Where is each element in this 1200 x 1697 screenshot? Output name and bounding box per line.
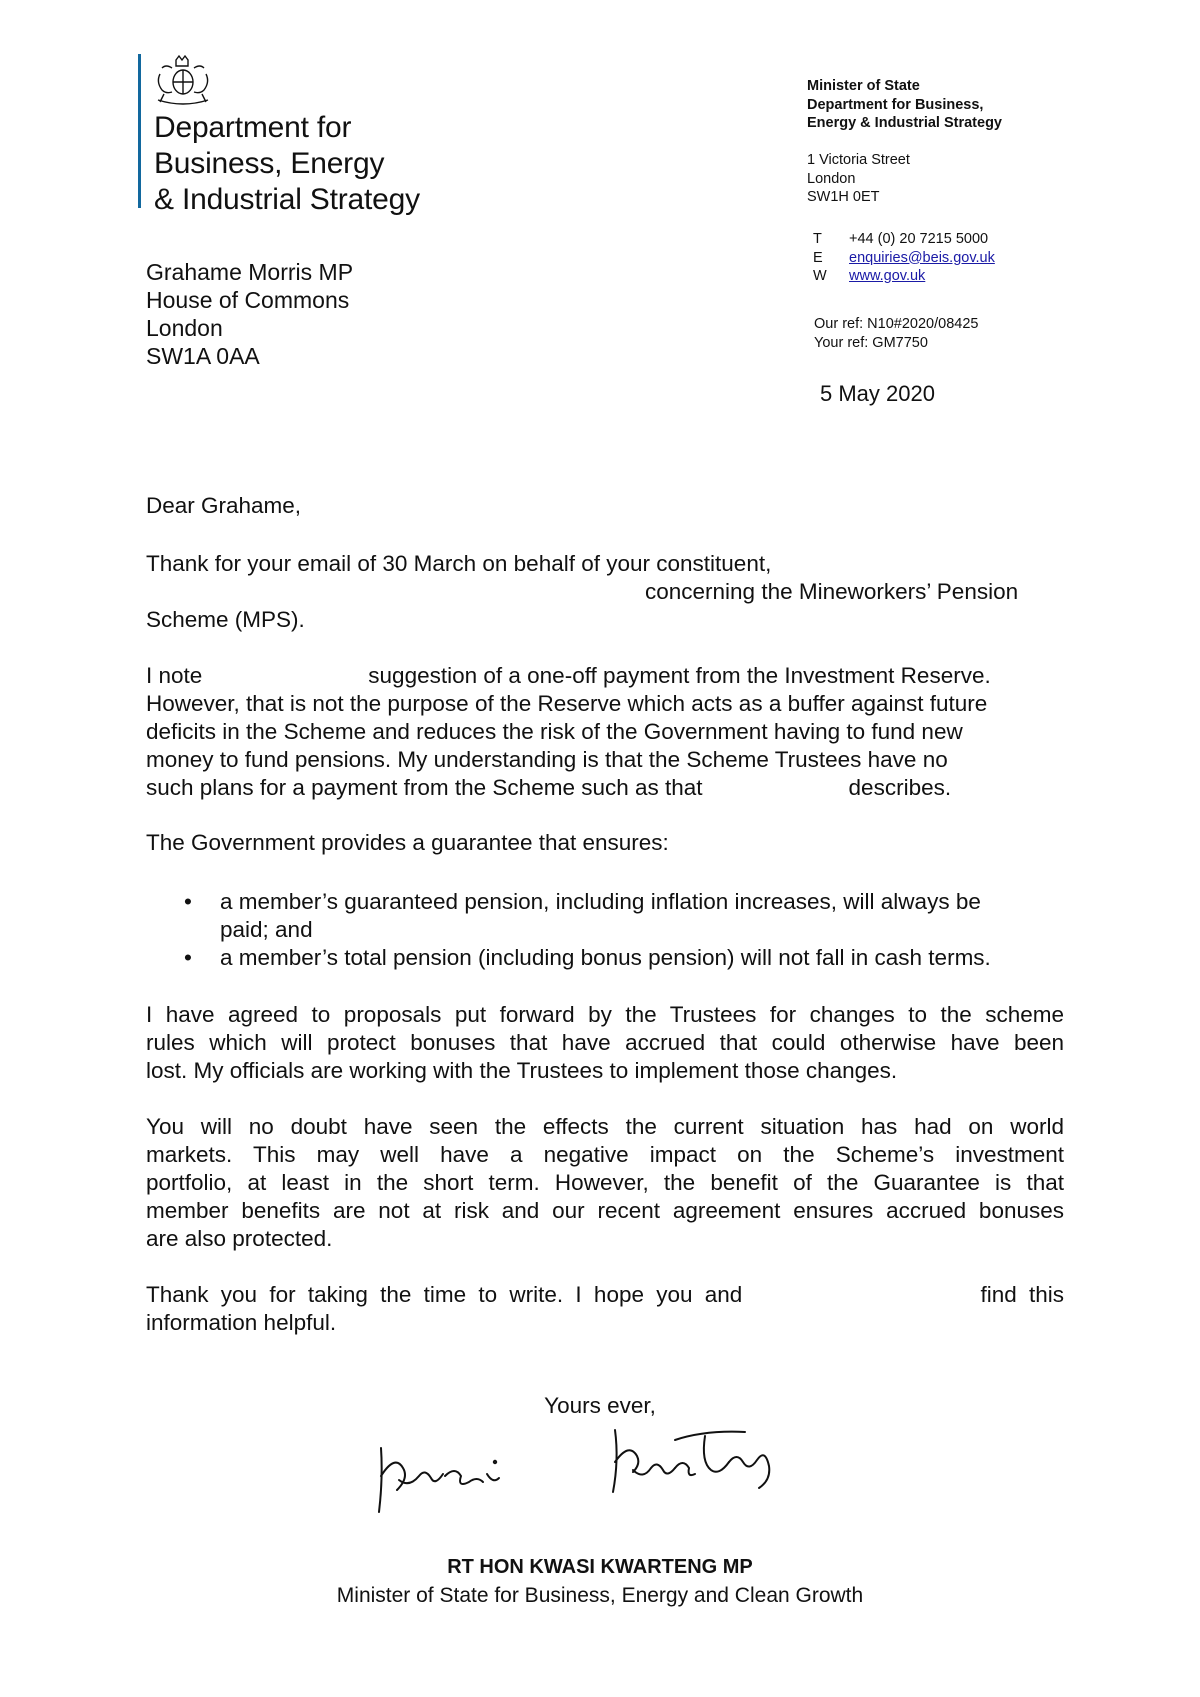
- p6-end: find this: [980, 1282, 1064, 1307]
- dept-line: Business, Energy: [154, 147, 385, 180]
- sender-line: Energy & Industrial Strategy: [807, 115, 1002, 131]
- paragraph-4: [146, 1001, 1064, 1085]
- p6-line: information helpful.: [146, 1310, 337, 1335]
- signatory-name: RT HON KWASI KWARTENG MP: [447, 1556, 753, 1578]
- phone-number: +44 (0) 20 7215 5000: [849, 231, 989, 247]
- sender-line: Department for Business,: [807, 96, 984, 113]
- contact-phone: [813, 230, 995, 249]
- address-line: London: [807, 170, 856, 187]
- closing: Yours ever,: [544, 1393, 656, 1418]
- p2-line: However, that is not the purpose of the Reserve which acts as a buffer against future: [146, 691, 988, 716]
- p2-end: describes.: [848, 775, 952, 800]
- p2-start: I note: [146, 663, 203, 688]
- p6-start: Thank you for taking the time to write. I hope you and: [146, 1282, 743, 1307]
- p5-line: markets. This may well have a negative impact on the Scheme’s investment: [146, 1142, 1064, 1167]
- our-ref: Our ref: N10#2020/08425: [814, 316, 979, 332]
- address-line: 1 Victoria Street: [807, 152, 910, 168]
- list-item: [146, 888, 1064, 944]
- p1-line: Thank for your email of 30 March on behalf of your constituent,: [146, 551, 772, 576]
- handwritten-signature: [375, 1418, 835, 1518]
- p4-line: I have agreed to proposals put forward by the Trustees for changes to the scheme: [146, 1002, 1064, 1027]
- letter-date: 5 May 2020: [820, 381, 935, 406]
- bullet-line: a member’s guaranteed pension, including inflation increases, will always be: [220, 889, 981, 914]
- p2-end-start: such plans for a payment from the Scheme such as that: [146, 775, 703, 800]
- p2-line: [146, 662, 1064, 690]
- p2-line: deficits in the Scheme and reduces the risk of the Government having to fund new: [146, 719, 963, 744]
- p1-line: concerning the Mineworkers’ Pension: [645, 579, 1019, 604]
- references: [814, 315, 978, 352]
- recipient-line: London: [146, 315, 223, 341]
- salutation: Dear Grahame,: [146, 493, 302, 518]
- paragraph-1: [146, 550, 1064, 634]
- redaction: [703, 774, 849, 802]
- bullet-icon: •: [184, 889, 192, 914]
- paragraph-3: The Government provides a guarantee that ensures:: [146, 830, 669, 855]
- dept-line: Department for: [154, 111, 352, 144]
- bullet-line: paid; and: [220, 917, 313, 942]
- p4-line: lost. My officials are working with the Trustees to implement those changes.: [146, 1058, 898, 1083]
- contact-label: T: [813, 231, 822, 247]
- email-link[interactable]: enquiries@beis.gov.uk: [849, 249, 995, 266]
- recipient-line: Grahame Morris MP: [146, 259, 354, 285]
- contact-label: E: [813, 249, 823, 266]
- recipient-address: [146, 258, 353, 370]
- contact-email: [813, 249, 995, 268]
- p1-line: Scheme (MPS).: [146, 607, 305, 632]
- p2-line: [146, 774, 1064, 802]
- sender-block: [807, 77, 1002, 133]
- p2-line: money to fund pensions. My understanding is that the Scheme Trustees have no: [146, 747, 948, 772]
- paragraph-5: [146, 1113, 1064, 1253]
- guarantee-list: [146, 888, 1064, 972]
- recipient-line: House of Commons: [146, 287, 350, 313]
- p5-line: are also protected.: [146, 1226, 333, 1251]
- p2-rest: suggestion of a one-off payment from the Investment Reserve.: [368, 663, 991, 688]
- p4-line: rules which will protect bonuses that have accrued that could otherwise have been: [146, 1030, 1064, 1055]
- p5-line: You will no doubt have seen the effects the current situation has had on world: [146, 1114, 1064, 1139]
- bullet-line: a member’s total pension (including bonus pension) will not fall in cash terms.: [220, 945, 991, 970]
- contact-block: [813, 230, 995, 286]
- sender-line: Minister of State: [807, 78, 920, 94]
- dept-line: & Industrial Strategy: [154, 183, 420, 216]
- paragraph-2: [146, 662, 1064, 802]
- paragraph-6: [146, 1281, 1064, 1337]
- website-link[interactable]: www.gov.uk: [849, 268, 926, 284]
- p6-line: [146, 1281, 1064, 1309]
- p5-line: member benefits are not at risk and our recent agreement ensures accrued bonuses: [146, 1198, 1064, 1223]
- address-line: SW1H 0ET: [807, 189, 880, 205]
- signatory-title: Minister of State for Business, Energy and Clean Growth: [336, 1584, 864, 1607]
- contact-web: [813, 267, 995, 286]
- bullet-icon: •: [184, 945, 192, 970]
- your-ref: Your ref: GM7750: [814, 334, 928, 351]
- royal-crest-icon: [152, 54, 214, 108]
- recipient-line: SW1A 0AA: [146, 343, 260, 369]
- p5-line: portfolio, at least in the short term. However, the benefit of the Guarantee is that: [146, 1170, 1064, 1195]
- contact-label: W: [813, 268, 827, 284]
- redaction: [202, 662, 368, 690]
- list-item: [146, 944, 1064, 972]
- department-name: [154, 110, 420, 218]
- logo-bar: [138, 54, 141, 208]
- sender-address: [807, 151, 910, 207]
